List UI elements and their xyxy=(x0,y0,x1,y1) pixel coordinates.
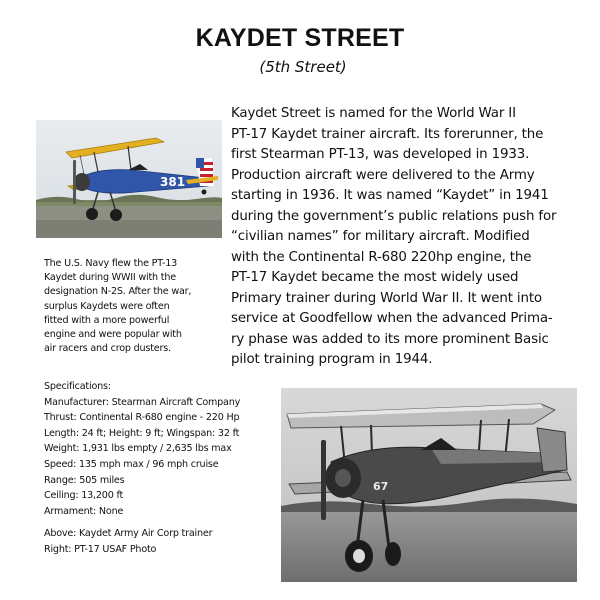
body-line: ry phase was added to its more prominent Basic xyxy=(231,331,549,347)
body-line: Kaydet Street is named for the World War II xyxy=(231,106,516,121)
caption-line: engine and were popular with xyxy=(44,329,182,341)
body-line: Primary trainer during World War II. It went into xyxy=(231,290,542,306)
kaydet-color-photo xyxy=(36,120,222,238)
body-line: Production aircraft were delivered to the Army xyxy=(231,167,535,183)
body-line: first Stearman PT-13, was developed in 1933. xyxy=(231,147,530,162)
credit-line: Above: Kaydet Army Air Corp trainer xyxy=(44,528,213,539)
body-line: pilot training program in 1944. xyxy=(231,352,433,367)
body-line: “civilian names” for military aircraft. Modified xyxy=(231,229,530,244)
fuselage-number: 67 xyxy=(373,480,389,493)
page-title: KAYDET STREET xyxy=(195,24,405,52)
caption-line: designation N-2S. After the war, xyxy=(44,286,192,298)
fuselage-number: 381 xyxy=(160,175,186,189)
spec-line: Manufacturer: Stearman Aircraft Company xyxy=(44,396,241,408)
body-line: PT-17 Kaydet trainer aircraft. Its forerunner, the xyxy=(231,126,544,142)
spec-line: Thrust: Continental R-680 engine - 220 Hp xyxy=(44,412,240,424)
caption-line: fitted with a more powerful xyxy=(44,314,170,326)
spec-line: Weight: 1,931 lbs empty / 2,635 lbs max xyxy=(44,443,232,455)
photo-credits xyxy=(44,526,284,557)
body-line: PT-17 Kaydet became the most widely used xyxy=(231,270,519,285)
body-line: during the government’s public relations push for xyxy=(231,208,557,224)
spec-heading: Specifications: xyxy=(44,381,111,392)
page-subtitle: (5th Street) xyxy=(259,58,347,76)
specifications-list xyxy=(44,379,284,519)
caption-line: surplus Kaydets were often xyxy=(44,300,170,312)
body-line: service at Goodfellow when the advanced Prima- xyxy=(231,311,553,326)
spec-line: Length: 24 ft; Height: 9 ft; Wingspan: 32 ft xyxy=(44,427,240,439)
body-paragraph xyxy=(231,104,581,371)
spec-line: Speed: 135 mph max / 96 mph cruise xyxy=(44,458,219,470)
credit-line: Right: PT-17 USAF Photo xyxy=(44,543,157,555)
pt17-bw-photo xyxy=(281,388,577,582)
body-line: with the Continental R-680 220hp engine, the xyxy=(231,249,532,265)
caption-line: Kaydet during WWII with the xyxy=(44,272,176,284)
caption-line: air racers and crop dusters. xyxy=(44,343,171,355)
spec-line: Range: 505 miles xyxy=(44,474,125,486)
body-line: starting in 1936. It was named “Kaydet” in 1941 xyxy=(231,188,549,203)
photo-caption xyxy=(44,257,224,356)
caption-line: The U.S. Navy flew the PT-13 xyxy=(44,258,178,269)
spec-line: Armament: None xyxy=(44,505,124,517)
spec-line: Ceiling: 13,200 ft xyxy=(44,490,124,502)
